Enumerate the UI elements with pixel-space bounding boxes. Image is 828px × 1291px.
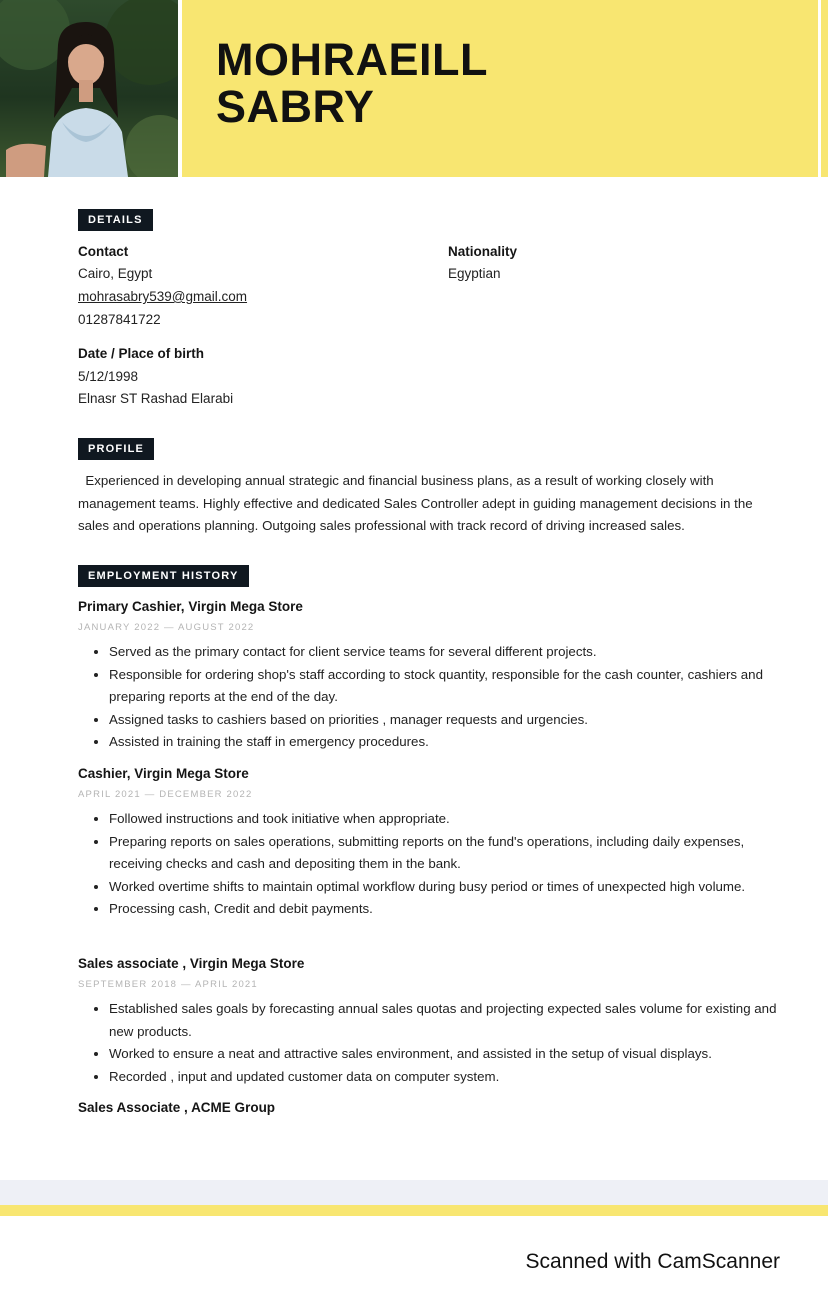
job-title: Sales associate , Virgin Mega Store	[78, 956, 305, 971]
job-bullet-list	[78, 808, 789, 921]
list-item: • Followed instructions and took initiative when appropriate.	[109, 808, 789, 831]
profile-text: Experienced in developing annual strategic and financial business plans, as a result of working closely with management teams. Highly effective and dedicated Sales Controller adept in guiding management decisions in the sales and operations planning. Outgoing sales professional with track record of driving increased sales.	[78, 473, 753, 534]
job-dates: APRIL 2021 — DECEMBER 2022	[78, 789, 253, 800]
birth-date: 5/12/1998	[78, 369, 139, 384]
list-item: • Processing cash, Credit and debit payments.	[109, 898, 789, 921]
profile-summary	[78, 470, 754, 538]
contact-email-link[interactable]: mohrasabry539@gmail.com	[78, 289, 248, 304]
job-bullet-list	[78, 641, 789, 754]
portrait-illustration	[0, 0, 178, 177]
job-dates: JANUARY 2022 — AUGUST 2022	[78, 622, 255, 633]
profile-photo	[0, 0, 178, 177]
list-item: • Served as the primary contact for client service teams for several different projects.	[109, 641, 789, 664]
profile-section-tag: PROFILE	[78, 438, 154, 460]
first-name: MOHRAEILL	[216, 34, 488, 85]
birth-label: Date / Place of birth	[78, 346, 205, 361]
footer-yellow-band	[0, 1205, 828, 1216]
candidate-name	[216, 36, 488, 130]
job-dates: SEPTEMBER 2018 — APRIL 2021	[78, 979, 258, 990]
nationality-value: Egyptian	[448, 266, 501, 281]
list-item: • Established sales goals by forecasting annual sales quotas and projecting expected sales volume for existing and new products.	[109, 998, 789, 1043]
contact-phone: 01287841722	[78, 312, 161, 327]
camscanner-watermark: Scanned with CamScanner	[525, 1250, 780, 1273]
footer-grey-band	[0, 1180, 828, 1205]
list-item: • Recorded , input and updated customer data on computer system.	[109, 1066, 789, 1089]
contact-city: Cairo, Egypt	[78, 266, 153, 281]
details-section-tag: DETAILS	[78, 209, 153, 231]
list-item: • Worked to ensure a neat and attractive sales environment, and assisted in the setup of visual displays.	[109, 1043, 789, 1066]
employment-section-tag: EMPLOYMENT HISTORY	[78, 565, 249, 587]
job-bullet-list	[78, 998, 789, 1088]
job-title: Sales Associate , ACME Group	[78, 1100, 276, 1115]
header-edge-strip	[821, 0, 828, 177]
list-item: • Worked overtime shifts to maintain optimal workflow during busy period or times of unexpected high volume.	[109, 876, 789, 899]
contact-label: Contact	[78, 244, 129, 259]
birth-place: Elnasr ST Rashad Elarabi	[78, 391, 234, 406]
list-item: • Responsible for ordering shop's staff according to stock quantity, responsible for the cash counter, cashiers and preparing reports at the end of the day.	[109, 664, 789, 709]
job-title: Cashier, Virgin Mega Store	[78, 766, 249, 781]
list-item: • Assisted in training the staff in emergency procedures.	[109, 731, 789, 754]
last-name: SABRY	[216, 81, 375, 132]
nationality-label: Nationality	[448, 244, 518, 259]
list-item: • Preparing reports on sales operations, submitting reports on the fund's operations, including daily expenses, receiving checks and cash and depositing them in the bank.	[109, 831, 789, 876]
list-item: • Assigned tasks to cashiers based on priorities , manager requests and urgencies.	[109, 709, 789, 732]
job-title: Primary Cashier, Virgin Mega Store	[78, 599, 303, 614]
